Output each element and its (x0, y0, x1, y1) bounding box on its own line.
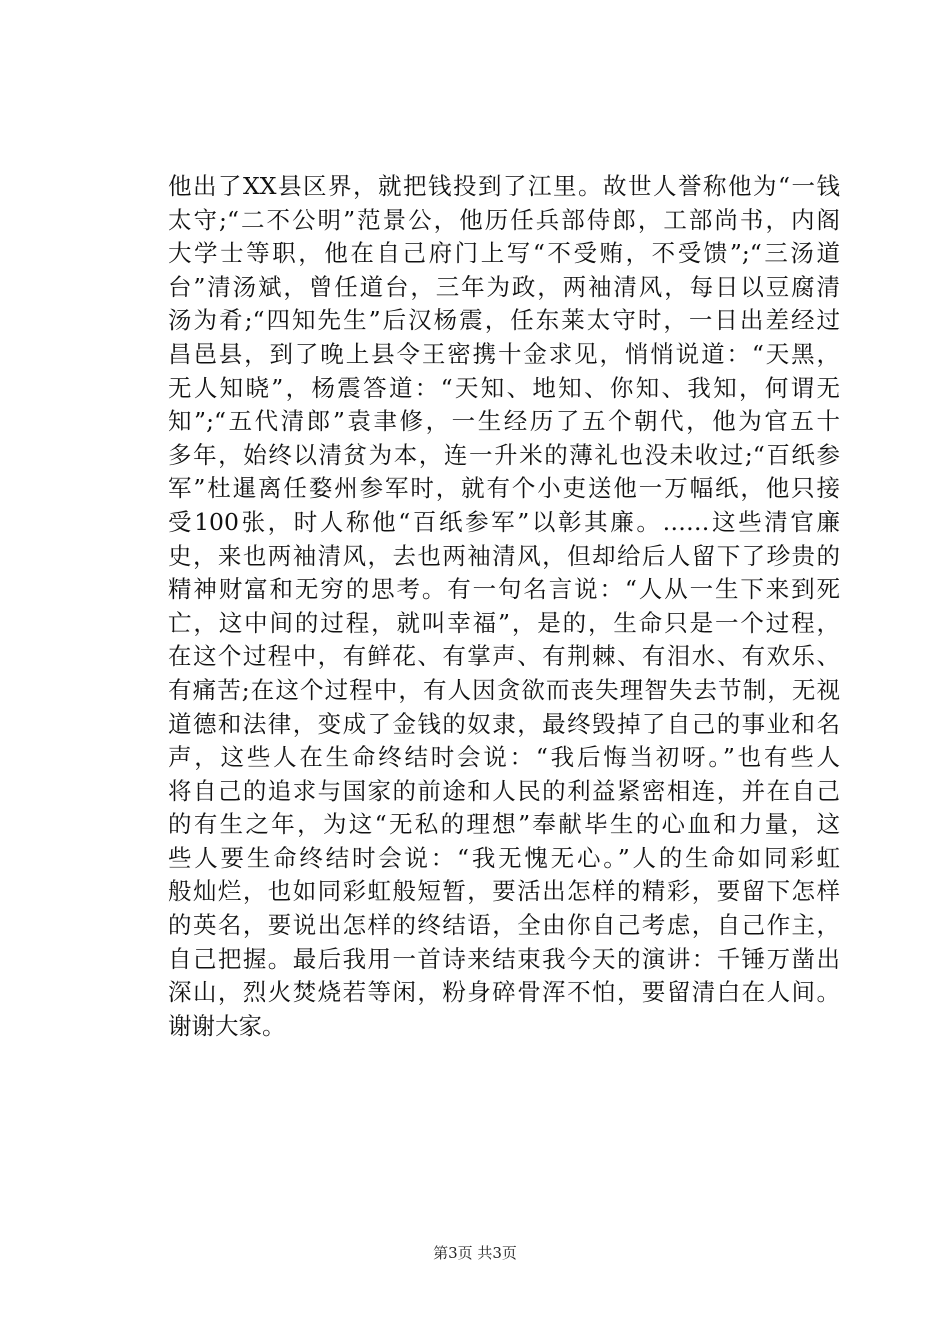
body-text (168, 170, 840, 1043)
text-line: 有痛苦;在这个过程中，有人因贪欲而丧失理智失去节制，无视 (168, 675, 840, 704)
text-line: 大学士等职，他在自己府门上写“不受贿，不受馈”;“三汤道 (168, 239, 840, 268)
text-line: 他出了XX县区界，就把钱投到了江里。故世人誉称他为“一钱 (168, 172, 840, 200)
text-line: 太守;“二不公明”范景公，他历任兵部侍郎，工部尚书，内阁 (168, 205, 840, 234)
text-line: 亡，这中间的过程，就叫幸福”，是的，生命只是一个过程， (168, 608, 840, 637)
text-line: 汤为肴;“四知先生”后汉杨震，任东莱太守时，一日出差经过 (168, 306, 840, 335)
text-line: 受100张，时人称他“百纸参军”以彰其廉。……这些清官廉 (168, 507, 840, 536)
text-line: 史，来也两袖清风，去也两袖清风，但却给后人留下了珍贵的 (168, 541, 840, 570)
text-line: 道德和法律，变成了金钱的奴隶，最终毁掉了自己的事业和名 (168, 709, 840, 738)
text-line: 般灿烂，也如同彩虹般短暂，要活出怎样的精彩，要留下怎样 (168, 877, 840, 906)
text-line: 无人知晓”，杨震答道：“天知、地知、你知、我知，何谓无 (168, 373, 840, 402)
text-line: 深山，烈火焚烧若等闲，粉身碎骨浑不怕，要留清白在人间。 (168, 978, 840, 1007)
page-number-footer: 第3页 共3页 (433, 1244, 517, 1262)
text-line: 军”杜暹离任婺州参军时，就有个小吏送他一万幅纸，他只接 (168, 474, 840, 503)
text-line: 声，这些人在生命终结时会说：“我后悔当初呀。”也有些人 (168, 743, 840, 772)
text-line: 精神财富和无穷的思考。有一句名言说：“人从一生下来到死 (168, 575, 840, 604)
text-line: 台”清汤斌，曾任道台，三年为政，两袖清风，每日以豆腐清 (168, 272, 840, 301)
text-line: 将自己的追求与国家的前途和人民的利益紧密相连，并在自己 (168, 776, 840, 805)
text-line: 昌邑县，到了晚上县令王密携十金求见，悄悄说道：“天黑， (168, 339, 840, 368)
text-line: 的英名，要说出怎样的终结语，全由你自己考虑，自己作主， (168, 911, 840, 940)
text-line: 知”;“五代清郎”袁聿修，一生经历了五个朝代，他为官五十 (168, 407, 840, 436)
text-line: 在这个过程中，有鲜花、有掌声、有荆棘、有泪水、有欢乐、 (168, 642, 840, 671)
text-line: 多年，始终以清贫为本，连一升米的薄礼也没未收过;“百纸参 (168, 440, 840, 469)
text-line: 的有生之年，为这“无私的理想”奉献毕生的心血和力量，这 (168, 810, 840, 839)
text-line: 自己把握。最后我用一首诗来结束我今天的演讲：千锤万凿出 (168, 944, 840, 973)
text-line-final: 谢谢大家。 (168, 1011, 286, 1040)
text-line: 些人要生命终结时会说：“我无愧无心。”人的生命如同彩虹 (168, 843, 840, 872)
